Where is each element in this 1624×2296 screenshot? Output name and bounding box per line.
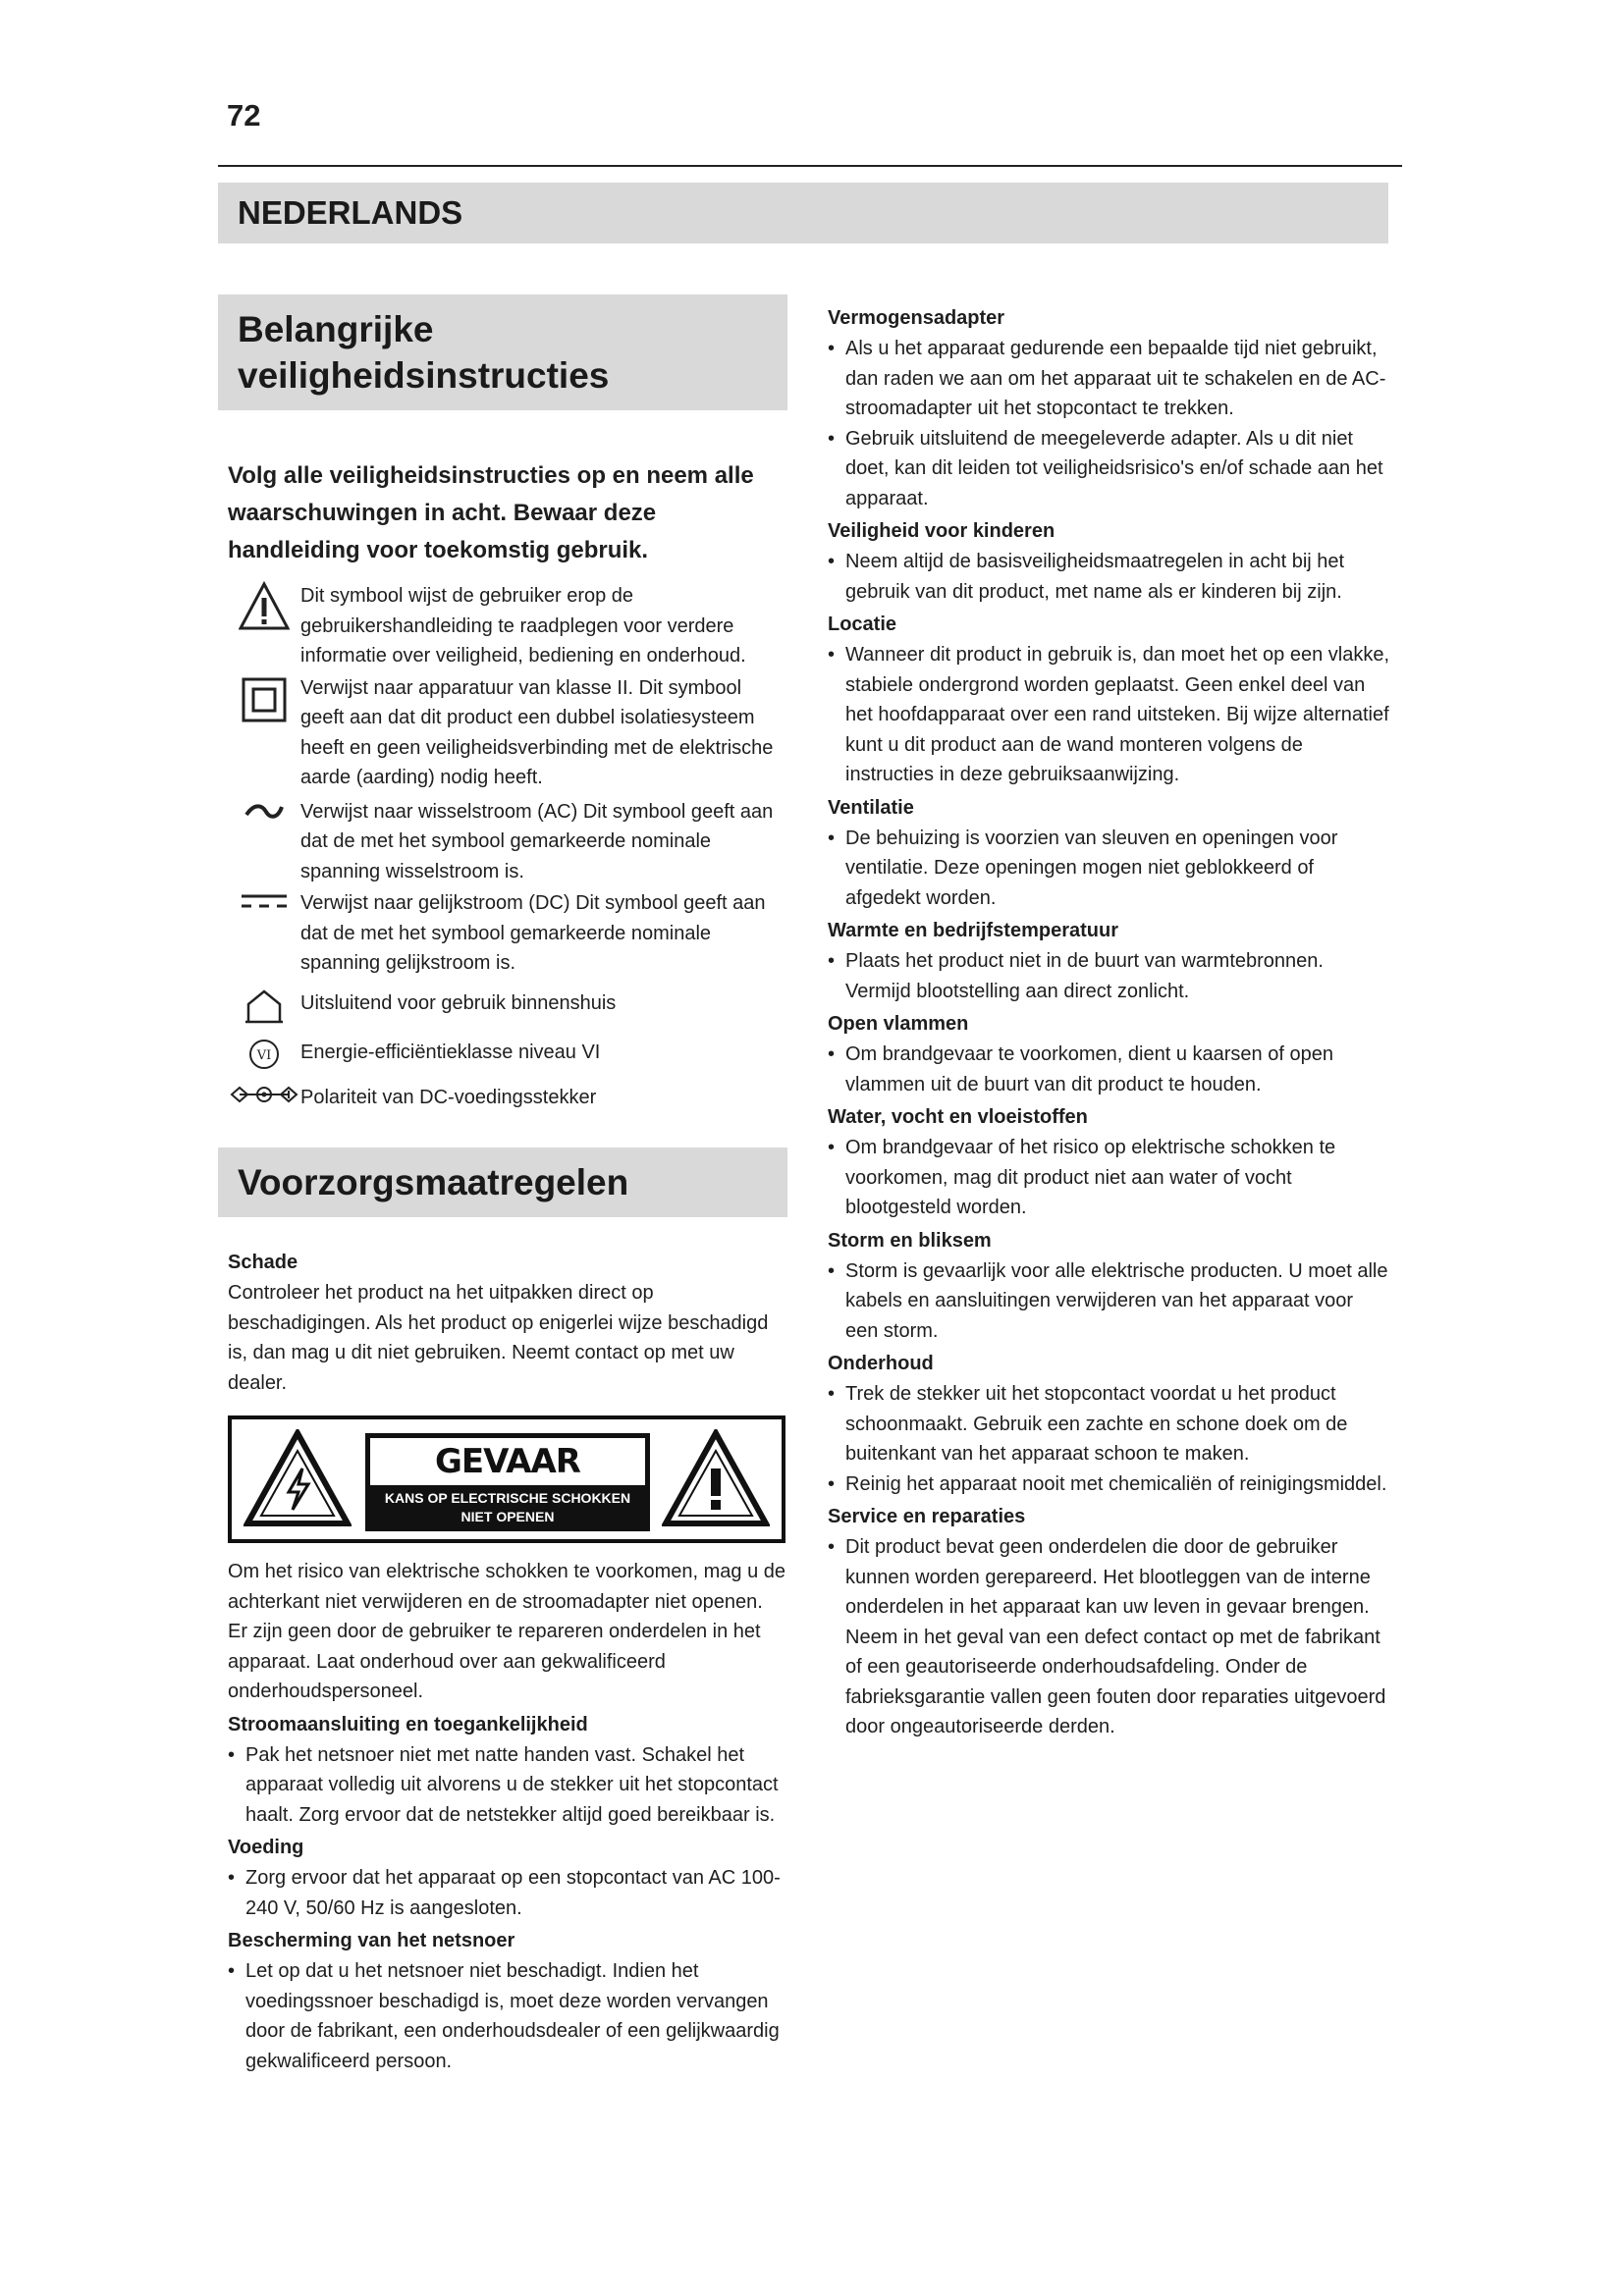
dc-lines-icon <box>228 888 300 914</box>
damage-text: Controleer het product na het uitpakken direct op beschadigingen. Als het product op enigerlei wijze beschadigd is, dan mag u dit niet gebruiken. Neemt contact op met uw dealer. <box>228 1282 769 1394</box>
right-column <box>828 300 1390 1742</box>
bullet-item: • Dit product bevat geen onderdelen die door de gebruiker kunnen worden gerepareerd. Het blootleggen van de interne onderdelen in het apparaat kan uw leven in gevaar brengen. Neem in het geval van een defect contact op met de fabrikant of een geautoriseerde onderhoudsafdeling. Onder de fabrieksgarantie vallen geen fouten door reparaties uitgevoerd door ongeautoriseerde derden. <box>828 1536 1386 1737</box>
section-heading: Stroomaansluiting en toegankelijkheid <box>228 1713 588 1735</box>
section-heading: Onderhoud <box>828 1353 934 1374</box>
danger-title: GEVAAR <box>370 1438 645 1485</box>
symbol-row-warning <box>228 581 787 671</box>
section-heading: Storm en bliksem <box>828 1229 992 1252</box>
language-banner: NEDERLANDS <box>218 183 1388 243</box>
left-section-cord-protection <box>218 1925 787 2076</box>
precautions-heading: Voorzorgsmaatregelen <box>218 1148 787 1217</box>
symbol-row-dc <box>228 888 787 979</box>
bullet-item: • Plaats het product niet in de buurt van warmtebronnen. Vermijd blootstelling aan direct zonlicht. <box>828 950 1324 1002</box>
dc-polarity-icon <box>228 1083 300 1106</box>
section-heading: Voeding <box>228 1837 304 1858</box>
symbol-row-indoor <box>228 988 787 1024</box>
right-section-storm <box>828 1225 1390 1347</box>
section-heading: Service en reparaties <box>828 1506 1026 1527</box>
right-section-heat <box>828 915 1390 1006</box>
symbol-row-class-ii <box>228 673 787 793</box>
danger-subtitle-2: NIET OPENEN <box>460 1509 555 1524</box>
right-section-location <box>828 609 1390 790</box>
safety-heading <box>218 294 787 410</box>
right-section-maintenance <box>828 1348 1390 1499</box>
danger-label-panel <box>365 1433 650 1531</box>
safety-heading-line2: veiligheidsinstructies <box>238 355 610 396</box>
class-ii-double-square-icon <box>228 673 300 722</box>
symbol-text: Uitsluitend voor gebruik binnenshuis <box>300 991 617 1014</box>
bullet-item: • Om brandgevaar of het risico op elektrische schokken te voorkomen, mag dit product niet aan water of vocht blootgesteld worden. <box>828 1137 1336 1218</box>
left-section-power-supply <box>218 1832 787 1923</box>
section-heading: Warmte en bedrijfstemperatuur <box>828 920 1118 941</box>
bullet-item: • Gebruik uitsluitend de meegeleverde adapter. Als u dit niet doet, kan dit leiden tot veiligheidsrisico's en/of schade aan het apparaat. <box>828 427 1383 509</box>
right-section-service <box>828 1501 1390 1742</box>
symbol-row-polarity <box>228 1083 787 1113</box>
symbol-text: Verwijst naar gelijkstroom (DC) Dit symbool geeft aan dat de met het symbool gemarkeerde nominale spanning gelijkstroom is. <box>300 892 766 974</box>
left-column <box>218 294 787 2076</box>
symbol-text: Energie-efficiëntieklasse niveau VI <box>300 1041 601 1063</box>
symbol-row-ac <box>228 797 787 887</box>
section-heading: Water, vocht en vloeistoffen <box>828 1106 1088 1128</box>
damage-heading: Schade <box>228 1252 298 1273</box>
energy-class-label: VI <box>256 1047 272 1063</box>
indoor-house-icon <box>228 988 300 1024</box>
symbol-text: Verwijst naar wisselstroom (AC) Dit symbool geeft aan dat de met het symbool gemarkeerde nominale spanning wisselstroom is. <box>300 800 774 882</box>
exclamation-triangle-icon <box>662 1429 770 1527</box>
safety-intro: Volg alle veiligheidsinstructies op en neem alle waarschuwingen in acht. Bewaar deze handleiding voor toekomstig gebruik. <box>228 462 754 563</box>
bullet-item: • Let op dat u het netsnoer niet beschadigt. Indien het voedingssnoer beschadigd is, moet deze worden vervangen door de fabrikant, een onderhoudsdealer of een gelijkwaardig gekwalificeerd persoon. <box>228 1960 780 2072</box>
bullet-item: • Zorg ervoor dat het apparaat op een stopcontact van AC 100-240 V, 50/60 Hz is aangesloten. <box>228 1867 781 1919</box>
section-heading: Open vlammen <box>828 1013 969 1035</box>
symbol-row-energy <box>228 1038 787 1071</box>
bullet-item: • Trek de stekker uit het stopcontact voordat u het product schoonmaakt. Gebruik een zachte en schone doek om de buitenkant van het apparaat schoon te maken. <box>828 1383 1348 1465</box>
page-number: 72 <box>227 98 261 133</box>
section-heading: Bescherming van het netsnoer <box>228 1930 515 1951</box>
right-section-open-flames <box>828 1008 1390 1099</box>
danger-warning-label <box>228 1415 785 1543</box>
right-section-ventilation <box>828 792 1390 914</box>
warning-triangle-icon <box>228 581 300 632</box>
bullet-item: • Pak het netsnoer niet met natte handen vast. Schakel het apparaat volledig uit alvorens u de stekker uit het stopcontact haalt. Zorg ervoor dat de netstekker altijd goed bereikbaar is. <box>228 1743 779 1826</box>
left-section-power-access <box>218 1709 787 1831</box>
bullet-item: • Neem altijd de basisveiligheidsmaatregelen in acht bij het gebruik van dit product, met name als er kinderen bij zijn. <box>828 551 1345 603</box>
electric-shock-triangle-icon <box>244 1429 352 1527</box>
danger-subtitle-1: KANS OP ELECTRISCHE SCHOKKEN <box>384 1490 631 1506</box>
safety-heading-line1: Belangrijke <box>238 309 434 349</box>
bullet-item: • Storm is gevaarlijk voor alle elektrische producten. U moet alle kabels en aansluitingen verwijderen van het apparaat voor een storm. <box>828 1259 1388 1342</box>
right-section-water <box>828 1101 1390 1223</box>
shock-text: Om het risico van elektrische schokken te voorkomen, mag u de achterkant niet verwijderen en de stroomadapter niet openen. Er zijn geen door de gebruiker te repareren onderdelen in het apparaat. Laat onderhoud over aan gekwalificeerd onderhoudspersoneel. <box>228 1561 786 1702</box>
energy-class-vi-icon <box>228 1038 300 1071</box>
section-heading: Vermogensadapter <box>828 307 1005 329</box>
bullet-item: • Reinig het apparaat nooit met chemicaliën of reinigingsmiddel. <box>828 1472 1387 1495</box>
bullet-item: • Wanneer dit product in gebruik is, dan moet het op een vlakke, stabiele ondergrond worden geplaatst. Geen enkel deel van het hoofdapparaat over een rand uitsteken. Bij wijze alternatief kunt u dit product aan de wand monteren volgens de instructies in deze gebruiksaanwijzing. <box>828 644 1390 785</box>
right-section-adapter <box>828 302 1390 513</box>
section-heading: Locatie <box>828 614 897 635</box>
top-rule <box>218 165 1402 167</box>
symbol-text: Verwijst naar apparatuur van klasse II. Dit symbool geeft aan dat dit product een dubbel isolatiesysteem heeft en geen veiligheidsverbinding met de elektrische aarde (aarding) nodig heeft. <box>300 676 774 788</box>
section-heading: Veiligheid voor kinderen <box>828 520 1056 542</box>
right-section-child-safety <box>828 515 1390 607</box>
section-heading: Ventilatie <box>828 796 914 819</box>
ac-tilde-icon <box>228 797 300 827</box>
bullet-item: • Als u het apparaat gedurende een bepaalde tijd niet gebruikt, dan raden we aan om het apparaat uit te schakelen en de AC-stroomadapter uit het stopcontact te trekken. <box>828 338 1386 419</box>
symbol-text: Dit symbool wijst de gebruiker erop de gebruikershandleiding te raadplegen voor verdere informatie over veiligheid, bediening en onderhoud. <box>300 585 746 667</box>
symbol-text: Polariteit van DC-voedingsstekker <box>300 1086 597 1108</box>
bullet-item: • Om brandgevaar te voorkomen, dient u kaarsen of open vlammen uit de buurt van dit product te houden. <box>828 1043 1333 1095</box>
bullet-item: • De behuizing is voorzien van sleuven en openingen voor ventilatie. Deze openingen mogen niet geblokkeerd of afgedekt worden. <box>828 827 1338 909</box>
